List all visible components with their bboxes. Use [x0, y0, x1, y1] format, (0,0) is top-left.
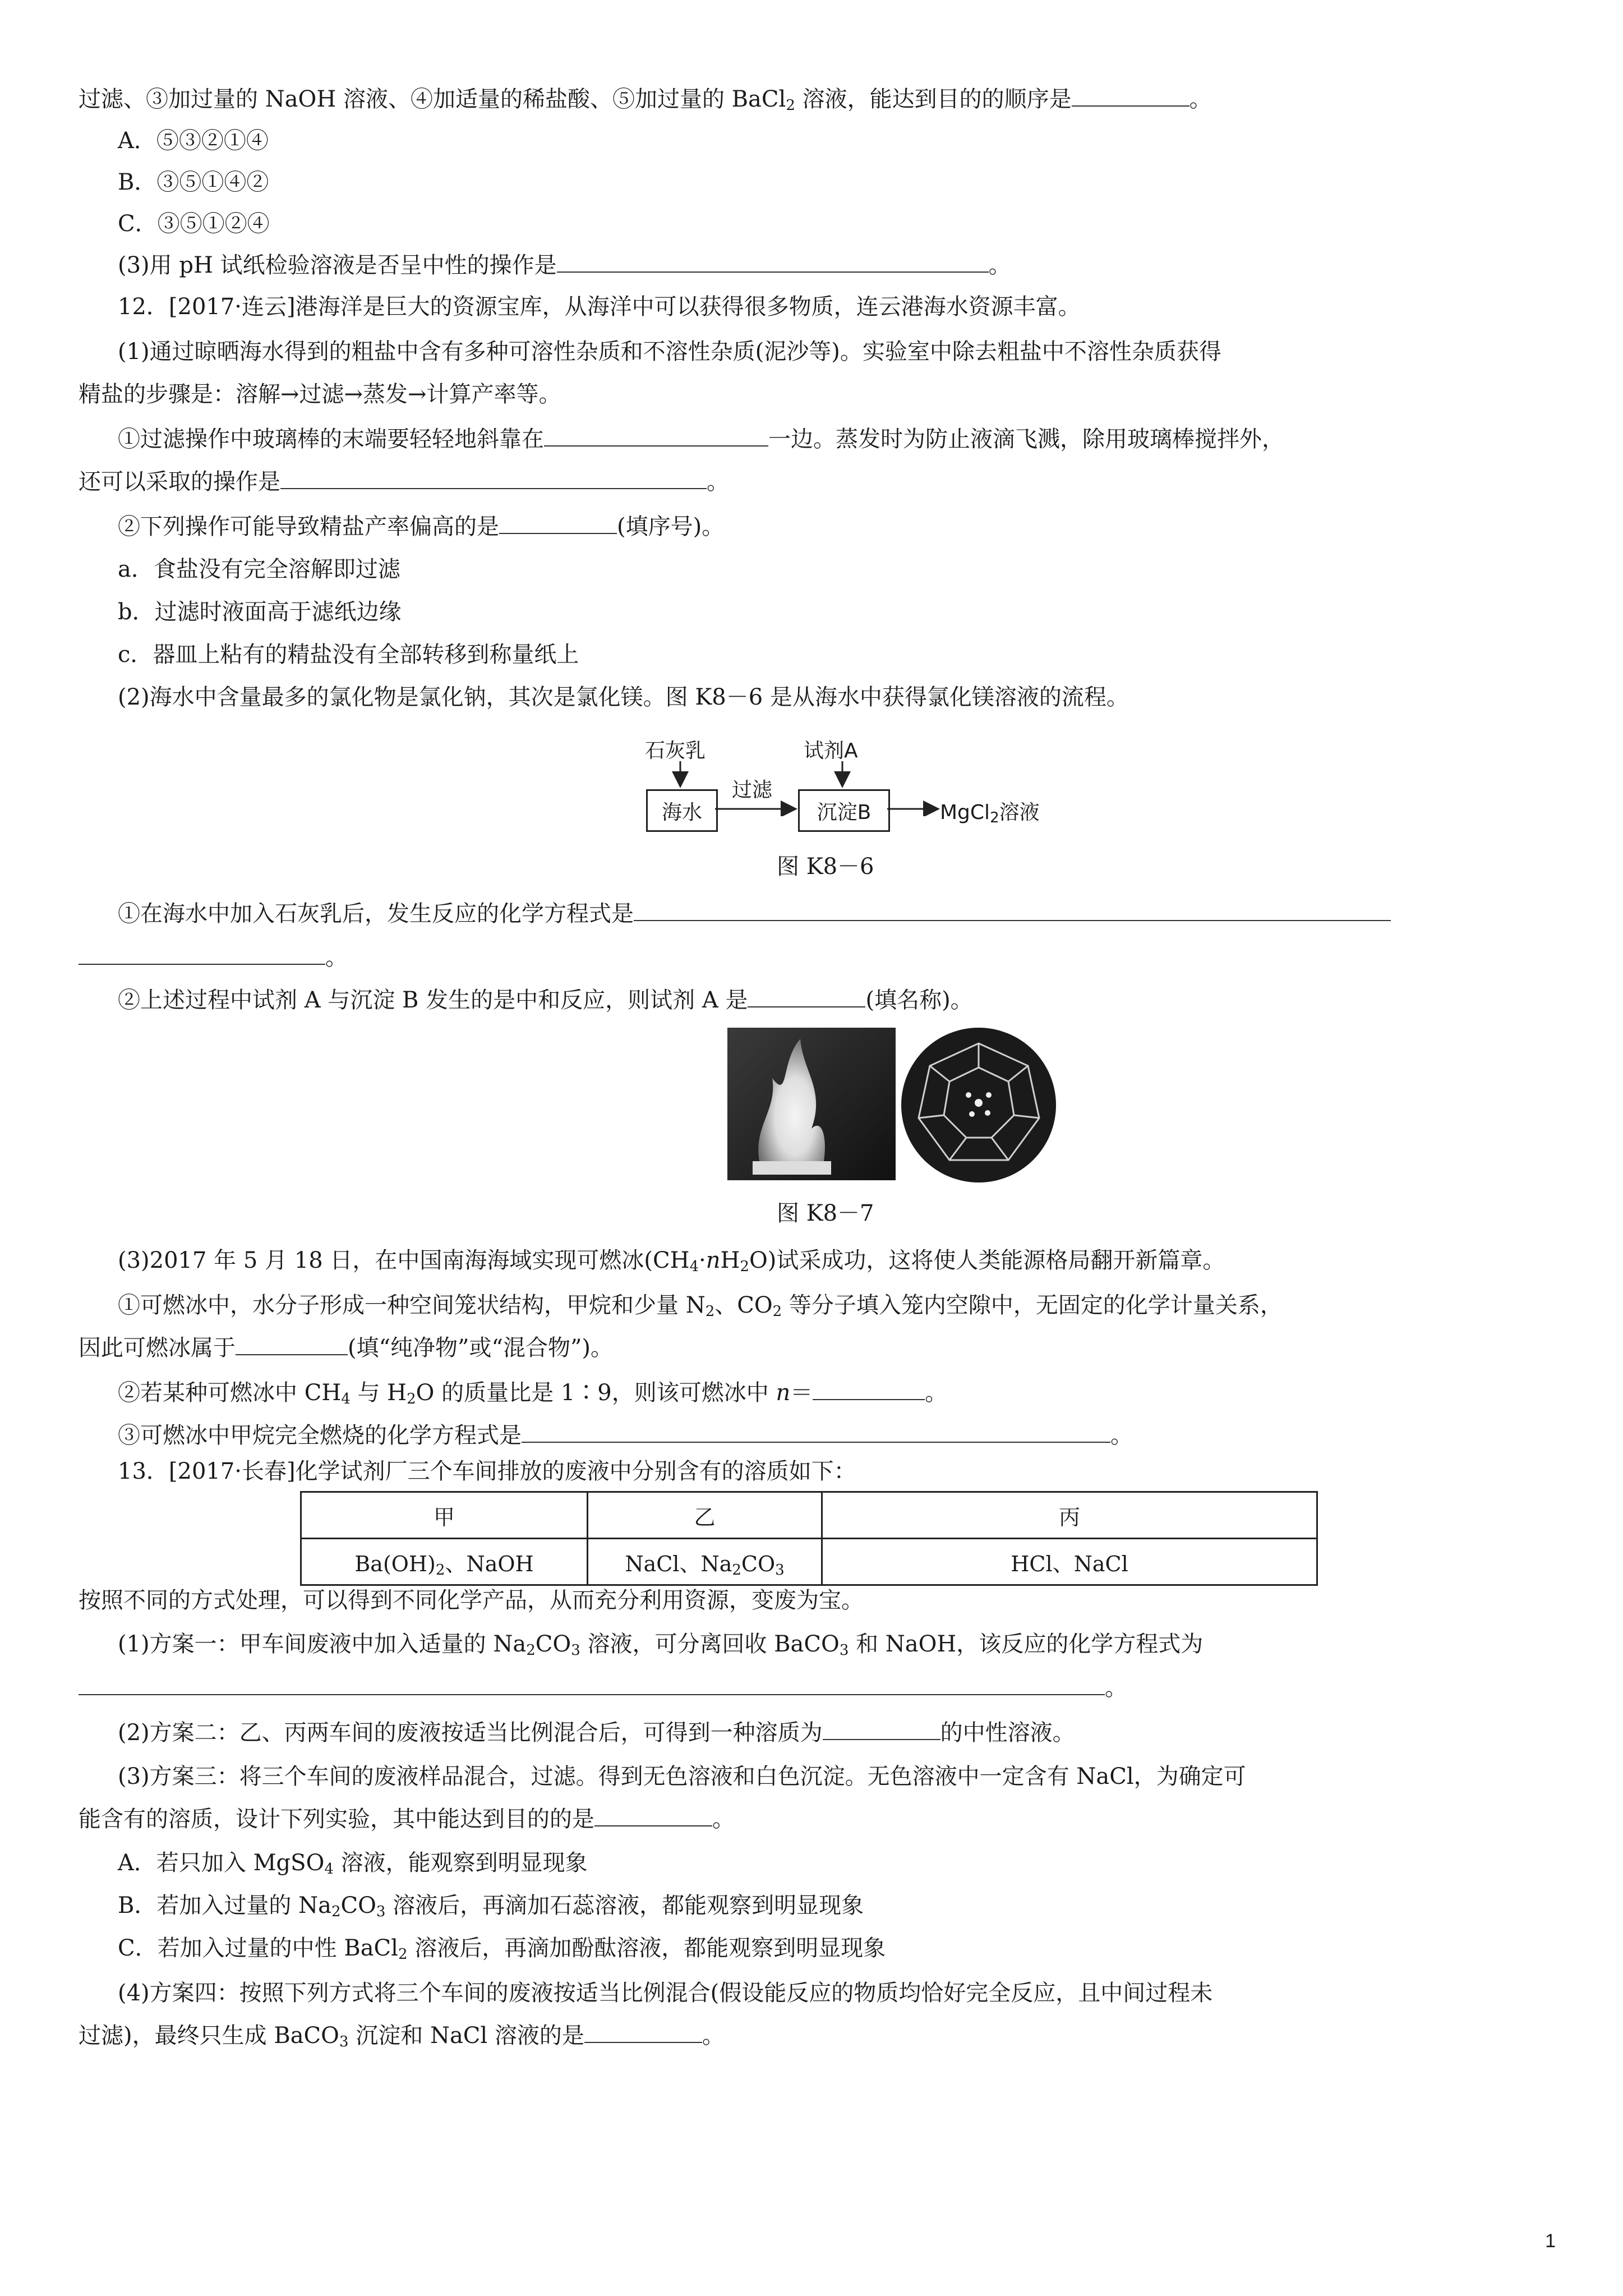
label-filter: 过滤 — [732, 779, 773, 802]
q12-option-a: a．食盐没有完全溶解即过滤 — [118, 556, 400, 582]
figure-k8-7-image — [727, 1028, 896, 1180]
q12-q3-2: ②若某种可燃冰中 $CH_4$ 与 $H_2O$ 的质量比是 1∶9，则该可燃冰中 n＝ 。 — [118, 1380, 948, 1407]
answer-blank[interactable] — [79, 944, 325, 965]
q12-option-b: b．过滤时液面高于滤纸边缘 — [118, 599, 402, 625]
answer-blank[interactable] — [748, 986, 865, 1007]
answer-blank[interactable] — [79, 1674, 1105, 1695]
table-header-yi: 乙 — [588, 1492, 822, 1539]
q12-q3-1-line2: 因此可燃冰属于 (填“纯净物”或“混合物”)。 — [79, 1335, 614, 1361]
q13-p4-line1: (4)方案四：按照下列方式将三个车间的废液按适当比例混合(假设能反应的物质均恰好完全反应，且中间过程未 — [118, 1980, 1213, 2006]
q12-option-c: c．器皿上粘有的精盐没有全部转移到称量纸上 — [118, 642, 579, 668]
label-mgcl2-solution: MgCl$_2$溶液 — [940, 801, 1040, 826]
q11-continuation: 过滤、③加过量的 NaOH 溶液、④加适量的稀盐酸、⑤加过量的 BaCl$_2$ 溶液，能达到目的的顺序是 。 — [79, 86, 1212, 114]
q12-p3: (3)2017 年 5 月 18 日，在中国南海海域实现可燃冰$(CH_4\cdot nH_2O)$试采成功，这将使人类能源格局翻开新篇章。 — [118, 1248, 1225, 1275]
label-lime-milk: 石灰乳 — [645, 739, 706, 762]
q13-p2: (2)方案二：乙、丙两车间的废液按适当比例混合后，可得到一种溶质为 的中性溶液。 — [118, 1720, 1075, 1746]
answer-blank[interactable] — [823, 1719, 940, 1740]
q11-option-c: C．③⑤①②④ — [118, 211, 270, 237]
answer-blank[interactable] — [594, 1805, 712, 1826]
answer-blank[interactable] — [557, 251, 989, 273]
q12-p2: (2)海水中含量最多的氯化物是氯化钠，其次是氯化镁。图 K8－6 是从海水中获得氯化镁溶液的流程。 — [118, 684, 1129, 710]
flow-arrows — [639, 760, 953, 816]
q11-part3: (3)用 pH 试纸检验溶液是否呈中性的操作是 。 — [118, 252, 1011, 278]
waste-liquid-table — [300, 1491, 1318, 1586]
q12-q3-1-line1: ①可燃冰中，水分子形成一种空间笼状结构，甲烷和少量 $N_2$、$CO_2$ 等分子填入笼内空隙中，无固定的化学计量关系， — [118, 1292, 1283, 1320]
q12-s2: ②下列操作可能导致精盐产率偏高的是 (填序号)。 — [118, 514, 725, 540]
q13-stem: 13．[2017·长春]化学试剂厂三个车间排放的废液中分别含有的溶质如下： — [118, 1458, 856, 1484]
q12-p1-line1: (1)通过晾晒海水得到的粗盐中含有多种可溶性杂质和不溶性杂质(泥沙等)。实验室中除去粗盐中不溶性杂质获得 — [118, 339, 1221, 365]
page-number: 1 — [1545, 2230, 1556, 2252]
q11-option-b: B．③⑤①④② — [118, 169, 269, 195]
q13-option-c: C．若加入过量的中性 BaCl$_2$ 溶液后，再滴加酚酞溶液，都能观察到明显现象 — [118, 1935, 886, 1963]
q13-p1-cont: 。 — [79, 1673, 1127, 1703]
q13-intro: 按照不同的方式处理，可以得到不同化学产品，从而充分利用资源，变废为宝。 — [79, 1588, 864, 1613]
q13-p1: (1)方案一：甲车间废液中加入适量的 $Na_2CO_3$ 溶液，可分离回收 BaCO$_3$ 和 NaOH，该反应的化学方程式为 — [118, 1631, 1204, 1659]
label-reagent-a: 试剂A — [804, 739, 858, 762]
table-header-jia: 甲 — [301, 1492, 588, 1539]
table-cell-bing: HCl、NaCl — [822, 1539, 1317, 1585]
q12-p1-line2: 精盐的步骤是：溶解→过滤→蒸发→计算产率等。 — [79, 381, 561, 407]
q12-stem: 12．[2017·连云]港海洋是巨大的资源宝库，从海洋中可以获得很多物质，连云港海水资源丰富。 — [118, 294, 1081, 320]
answer-blank[interactable] — [813, 1379, 925, 1400]
table-row — [301, 1539, 1317, 1585]
answer-blank[interactable] — [499, 513, 617, 534]
answer-blank[interactable] — [522, 1421, 1110, 1443]
box-seawater: 海水 — [646, 789, 718, 832]
table-cell-yi: NaCl、$Na_2CO_3$ — [588, 1539, 822, 1585]
answer-blank[interactable] — [584, 2022, 702, 2043]
table-header-bing: 丙 — [822, 1492, 1317, 1539]
answer-blank[interactable] — [544, 425, 768, 447]
table-header-row — [301, 1492, 1317, 1539]
box-precipitate-b: 沉淀B — [798, 789, 890, 832]
q12-q2-1-cont: 。 — [79, 942, 348, 973]
q12-s1-line2: 还可以采取的操作是 。 — [79, 469, 729, 495]
q11-option-a: A．⑤③②①④ — [118, 128, 269, 154]
q13-p3-line1: (3)方案三：将三个车间的废液样品混合，过滤。得到无色溶液和白色沉淀。无色溶液中一定含有 NaCl，为确定可 — [118, 1764, 1246, 1789]
q12-q2-1: ①在海水中加入石灰乳后，发生反应的化学方程式是 — [118, 899, 1391, 929]
q13-p4-line2: 过滤)，最终只生成 BaCO$_3$ 沉淀和 NaCl 溶液的是 。 — [79, 2023, 725, 2050]
table-cell-jia: $Ba(OH)_2$、NaOH — [301, 1539, 588, 1585]
q12-q3-3: ③可燃冰中甲烷完全燃烧的化学方程式是 。 — [118, 1423, 1133, 1448]
figure-k8-7-caption: 图 K8－7 — [777, 1200, 874, 1226]
figure-k8-6-caption: 图 K8－6 — [777, 854, 874, 880]
figure-k8-7-cage-icon — [899, 1025, 1059, 1185]
answer-blank[interactable] — [634, 900, 1391, 921]
q13-p3-line2: 能含有的溶质，设计下列实验，其中能达到目的的是 。 — [79, 1806, 735, 1832]
answer-blank[interactable] — [236, 1334, 348, 1355]
answer-blank[interactable] — [1072, 85, 1189, 107]
q12-q2-2: ②上述过程中试剂 A 与沉淀 B 发生的是中和反应，则试剂 A 是 (填名称)。 — [118, 987, 973, 1013]
answer-blank[interactable] — [280, 468, 707, 489]
q13-option-a: A．若只加入 MgSO$_4$ 溶液，能观察到明显现象 — [118, 1850, 588, 1878]
q12-s1-line1: ①过滤操作中玻璃棒的末端要轻轻地斜靠在 一边。蒸发时为防止液滴飞溅，除用玻璃棒搅拌外， — [118, 426, 1284, 452]
q13-option-b: B．若加入过量的 $Na_2CO_3$ 溶液后，再滴加石蕊溶液，都能观察到明显现象 — [118, 1893, 864, 1920]
